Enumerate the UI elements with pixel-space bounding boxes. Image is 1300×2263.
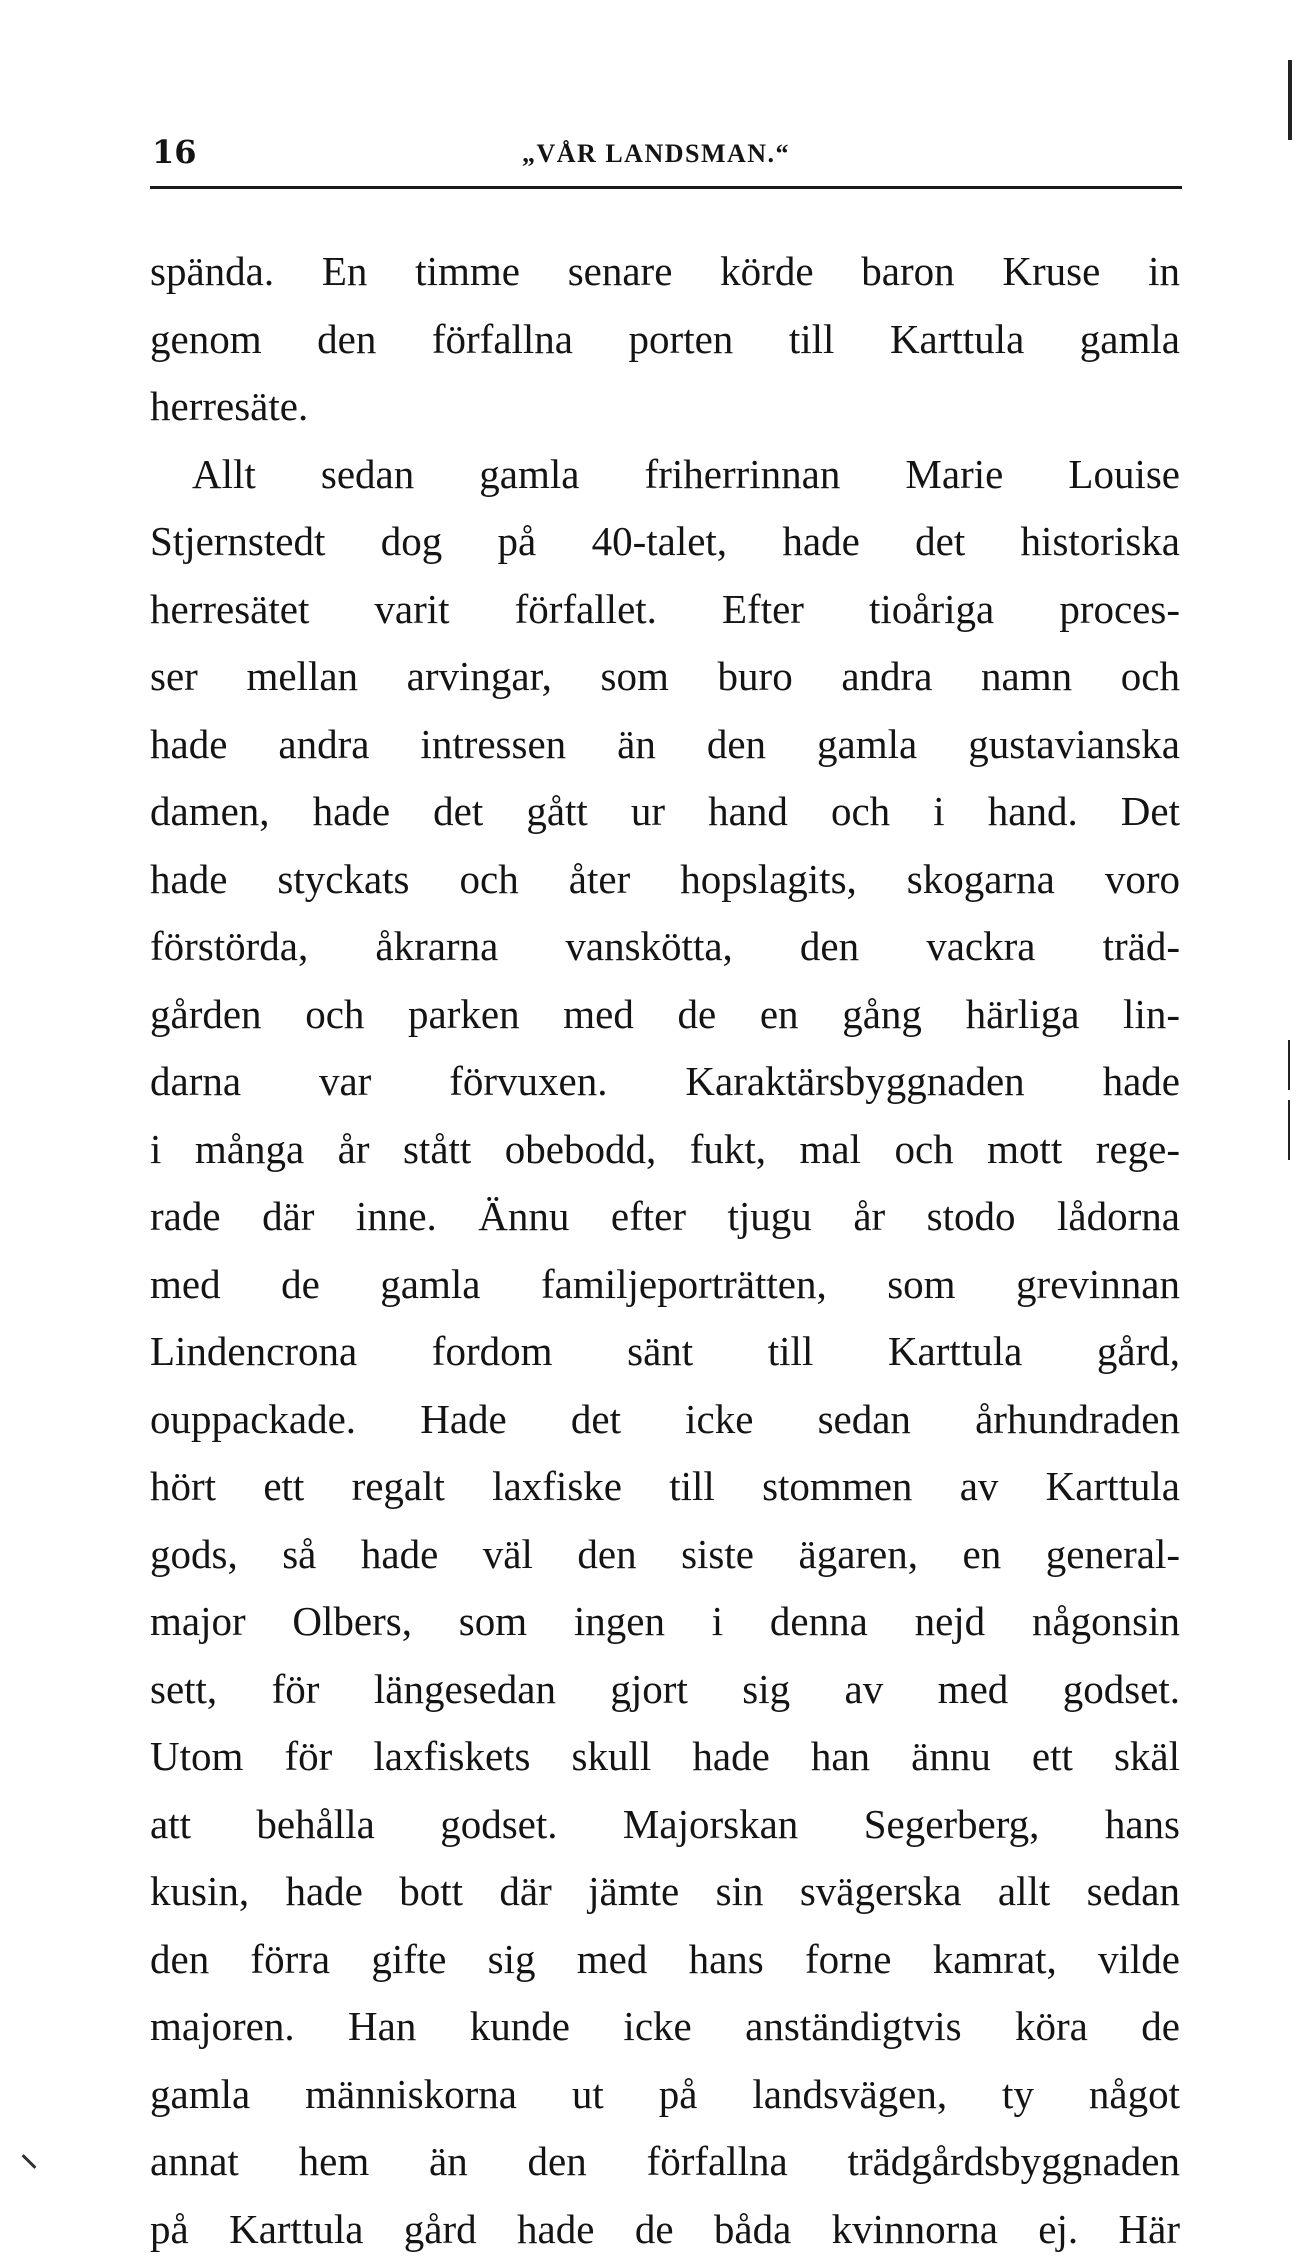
text-line: gods, så hade väl den siste ägaren, en general- xyxy=(150,1521,1180,1589)
text-line: ouppackade. Hade det icke sedan århundraden xyxy=(150,1386,1180,1454)
text-line: Lindencrona fordom sänt till Karttula gård, xyxy=(150,1318,1180,1386)
text-line: hade andra intressen än den gamla gustavianska xyxy=(150,711,1180,779)
text-line: i många år stått obebodd, fukt, mal och mott rege- xyxy=(150,1116,1180,1184)
text-line: major Olbers, som ingen i denna nejd någonsin xyxy=(150,1588,1180,1656)
body-text xyxy=(150,238,1180,2263)
text-line: majoren. Han kunde icke anständigtvis köra de xyxy=(150,1993,1180,2061)
text-line: ser mellan arvingar, som buro andra namn och xyxy=(150,643,1180,711)
running-title: „VÅR LANDSMAN.“ xyxy=(522,138,790,170)
scan-edge-mark xyxy=(1288,1100,1290,1160)
text-line: herresäte. xyxy=(150,373,1180,441)
text-line: genom den förfallna porten till Karttula gamla xyxy=(150,306,1180,374)
scan-edge-mark xyxy=(1288,1040,1290,1090)
text-line: damen, hade det gått ur hand och i hand. Det xyxy=(150,778,1180,846)
scan-corner-mark xyxy=(22,2154,37,2169)
text-line: annat hem än den förfallna trädgårdsbyggnaden xyxy=(150,2128,1180,2196)
text-line: spända. En timme senare körde baron Kruse in xyxy=(150,238,1180,306)
text-line: Utom för laxfiskets skull hade han ännu ett skäl xyxy=(150,1723,1180,1791)
text-line: Allt sedan gamla friherrinnan Marie Louise xyxy=(150,441,1180,509)
running-head xyxy=(150,128,1180,184)
text-line: hade styckats och åter hopslagits, skogarna voro xyxy=(150,846,1180,914)
text-line: Stjernstedt dog på 40-talet, hade det historiska xyxy=(150,508,1180,576)
header-rule xyxy=(150,186,1182,189)
text-line: hört ett regalt laxfiske till stommen av Karttula xyxy=(150,1453,1180,1521)
scan-edge-mark xyxy=(1288,60,1292,140)
text-line: gården och parken med de en gång härliga lin- xyxy=(150,981,1180,1049)
text-line: med de gamla familjeporträtten, som grevinnan xyxy=(150,1251,1180,1319)
text-line: gamla människorna ut på landsvägen, ty något xyxy=(150,2061,1180,2129)
text-line: den förra gifte sig med hans forne kamrat, vilde xyxy=(150,1926,1180,1994)
page-number: 16 xyxy=(152,132,197,172)
text-line: förstörda, åkrarna vanskötta, den vackra träd- xyxy=(150,913,1180,981)
text-line: rade där inne. Ännu efter tjugu år stodo lådorna xyxy=(150,1183,1180,1251)
text-line: sett, för längesedan gjort sig av med godset. xyxy=(150,1656,1180,1724)
text-line: darna var förvuxen. Karaktärsbyggnaden hade xyxy=(150,1048,1180,1116)
text-line: herresätet varit förfallet. Efter tioåriga proces- xyxy=(150,576,1180,644)
text-line: på Karttula gård hade de båda kvinnorna ej. Här xyxy=(150,2196,1180,2263)
text-line: kusin, hade bott där jämte sin svägerska allt sedan xyxy=(150,1858,1180,1926)
text-line: att behålla godset. Majorskan Segerberg, hans xyxy=(150,1791,1180,1859)
